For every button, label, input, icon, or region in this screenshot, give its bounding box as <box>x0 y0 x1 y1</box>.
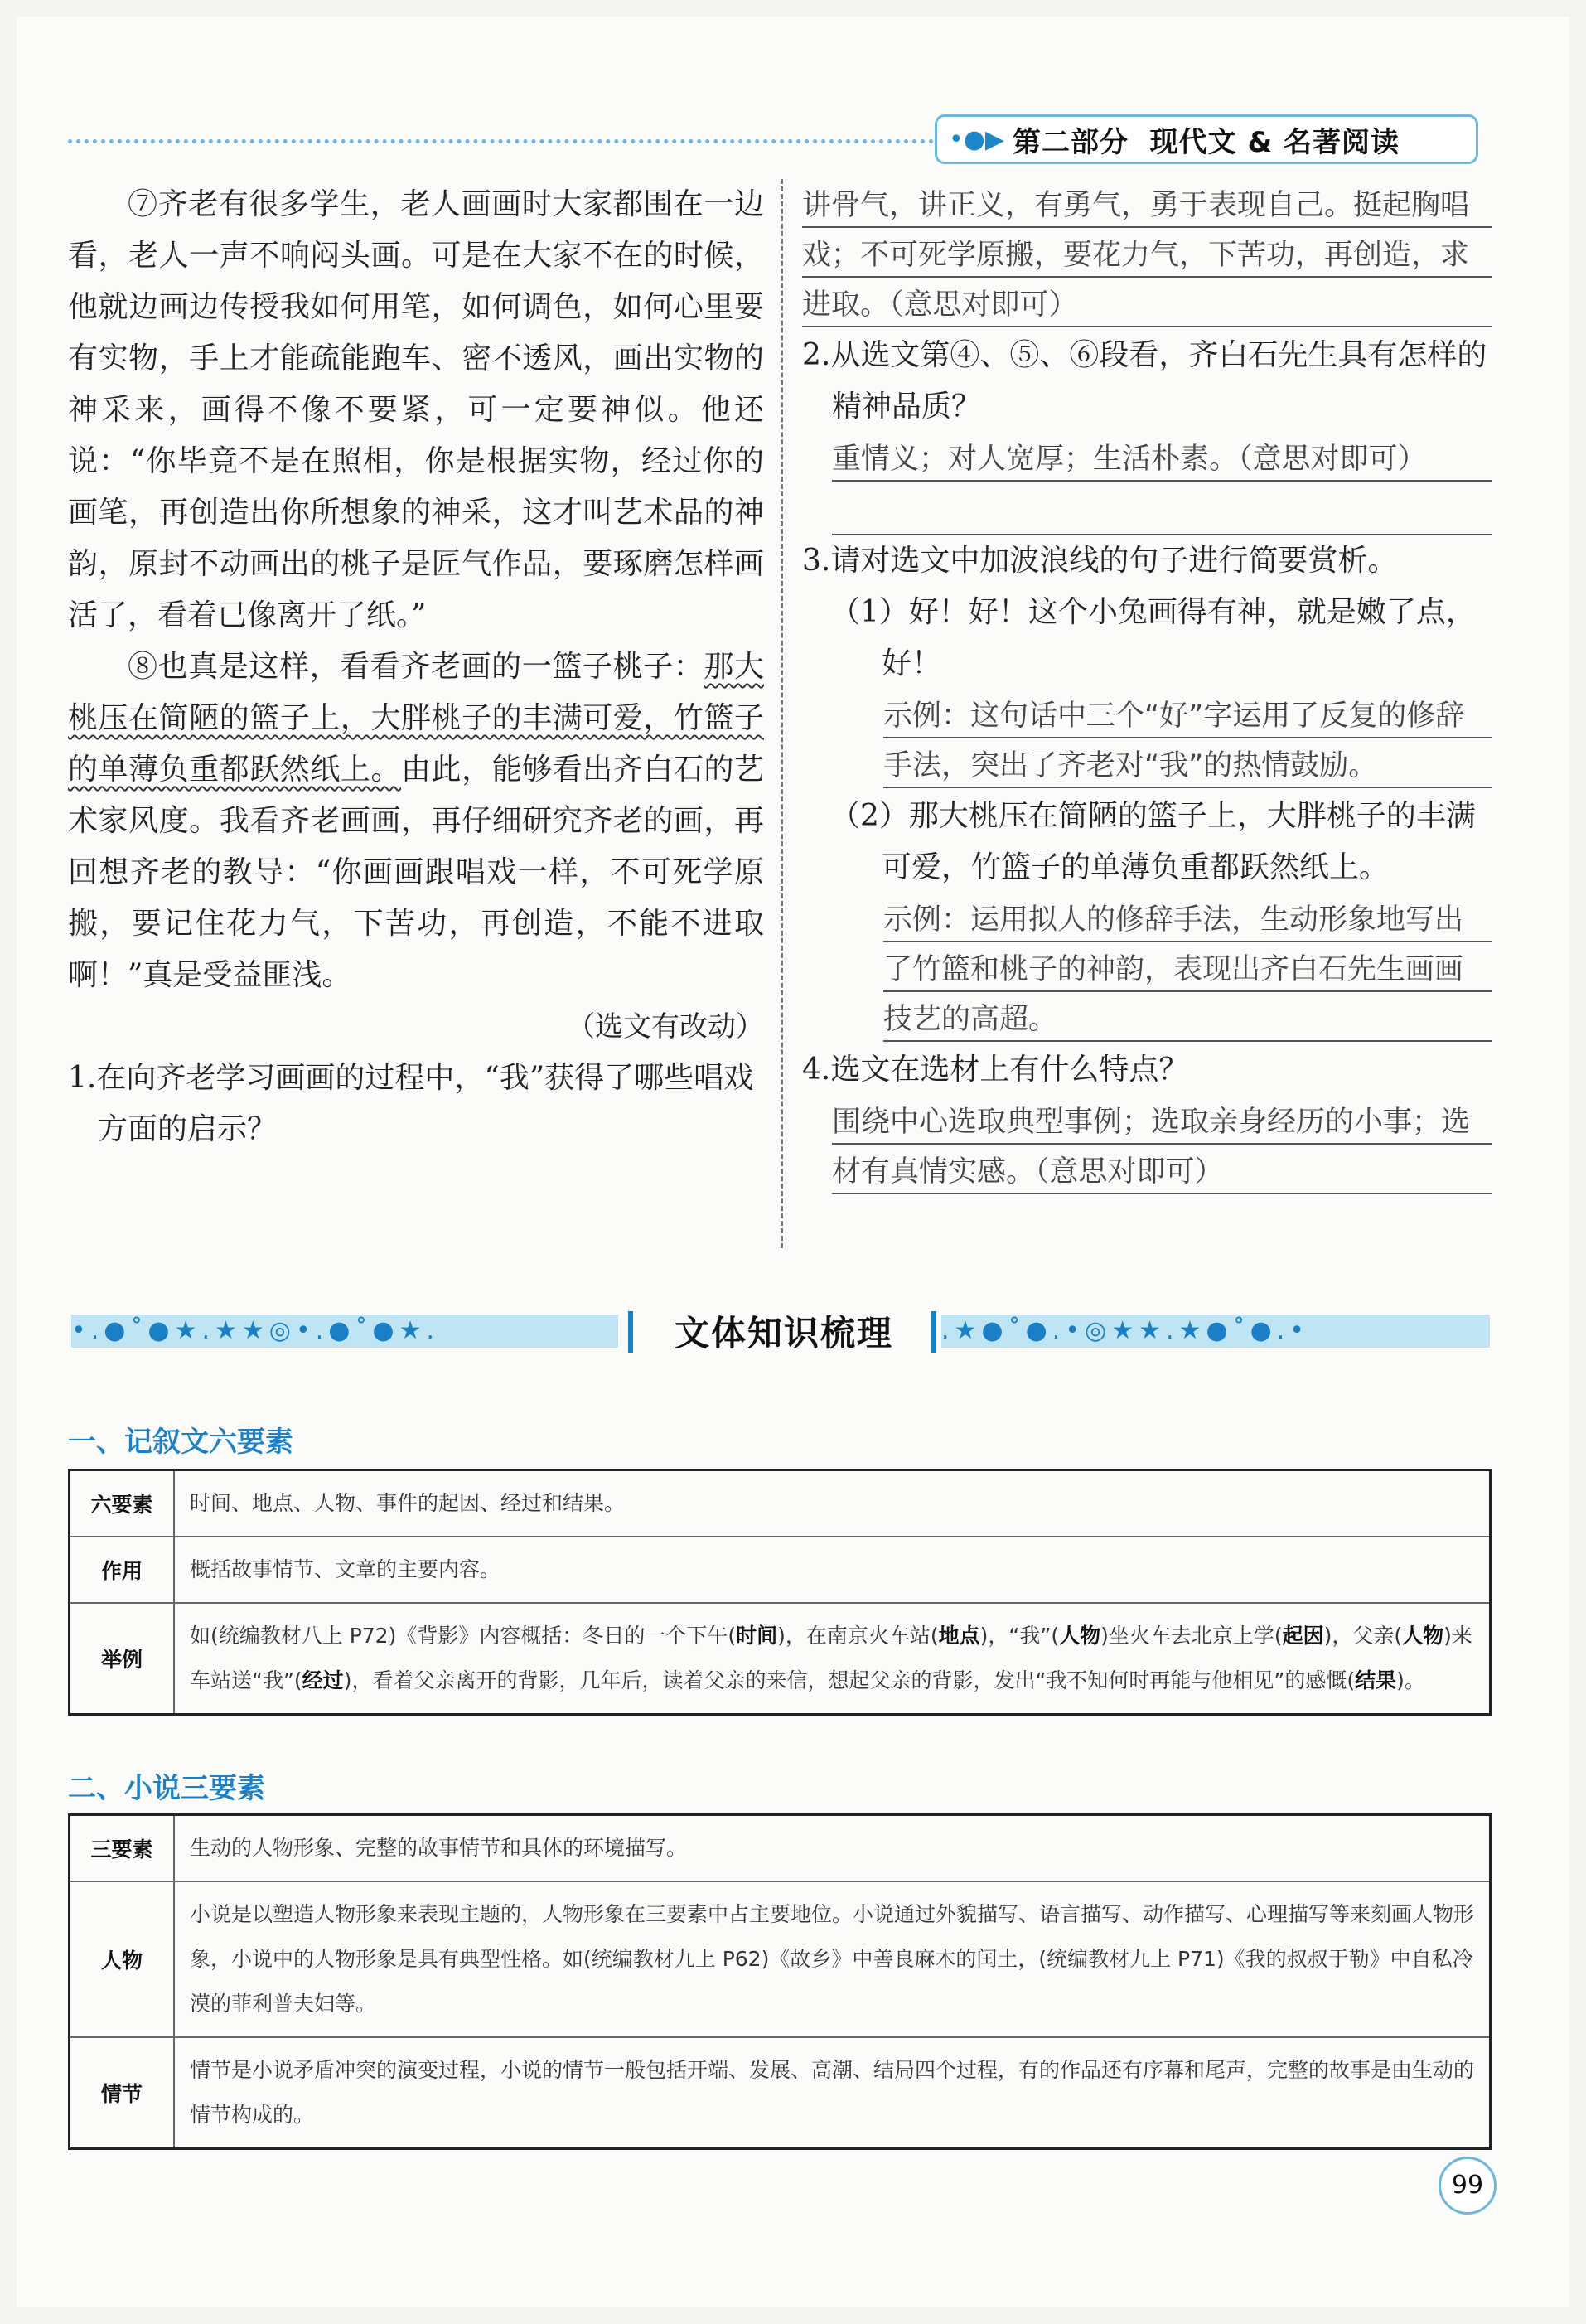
passage-column <box>68 179 764 1155</box>
paragraph-8-end: 由此，能够看出齐白石的艺术家风度。我看齐老画画，再仔细研究齐老的画，再回想齐老的教导：“你画画跟唱戏一样，不可死学原搬，要记住花力气，下苦功，再创造，不能不进取啊！”真是受益匪浅。 <box>68 753 764 992</box>
example-keyword: 时间 <box>736 1624 778 1648</box>
row-value: 时间、地点、人物、事件的起因、经过和结果。 <box>174 1470 1491 1537</box>
example-keyword: 经过 <box>302 1668 344 1692</box>
question-3-1: （1）好！好！这个小兔画得有神，就是嫩了点，好！ <box>830 595 1476 680</box>
example-keyword: 人物 <box>1059 1624 1101 1648</box>
example-segment: )坐火车去北京上学( <box>1100 1624 1283 1648</box>
arrow-icon: •●▶ <box>949 124 1004 154</box>
row-key: 情节 <box>70 2037 175 2149</box>
table-row <box>70 1537 1491 1603</box>
example-segment: 如(统编教材八上 P72)《背影》内容概括：冬日的一个下午( <box>190 1624 737 1648</box>
row-value: 情节是小说矛盾冲突的演变过程，小说的情节一般包括开端、发展、高潮、结局四个过程，有的作品还有序幕和尾声，完整的故事是由生动的情节构成的。 <box>174 2037 1491 2149</box>
table-row <box>70 1881 1491 2037</box>
questions-column <box>802 179 1492 1197</box>
section-banner <box>71 1311 1490 1353</box>
answer-2-blank-line <box>832 484 1492 535</box>
example-segment: )，看着父亲离开的背影，几年后，读着父亲的来信，想起父亲的背影，发出“我不知何时再能与他相见”的感慨( <box>343 1668 1356 1692</box>
row-value: 概括故事情节、文章的主要内容。 <box>174 1537 1491 1603</box>
answer-4: 围绕中心选取典型事例；选取亲身经历的小事；选材有真情实感。（意思对即可） <box>832 1096 1492 1197</box>
example-keyword: 地点 <box>938 1624 980 1648</box>
banner-right-decoration: .★●˚●.•◎★★.★●˚●.• <box>941 1315 1490 1348</box>
paragraph-8 <box>68 642 764 1001</box>
row-key: 三要素 <box>70 1815 175 1882</box>
example-segment: )。 <box>1396 1668 1425 1692</box>
table-2-heading: 二、小说三要素 <box>68 1772 265 1805</box>
example-keyword: 起因 <box>1282 1624 1324 1648</box>
question-2: 2.从选文第④、⑤、⑥段看，齐白石先生具有怎样的精神品质？ <box>802 338 1487 424</box>
row-key: 人物 <box>70 1881 175 2037</box>
answer-3-2: 示例：运用拟人的修辞手法，生动形象地写出了竹篮和桃子的神韵，表现出齐白石先生画画技艺的高超。 <box>883 893 1492 1044</box>
page-number: 99 <box>1439 2157 1497 2215</box>
banner-title: 文体知识梳理 <box>674 1313 893 1353</box>
example-text <box>174 1603 1491 1715</box>
section-label: 第二部分 现代文 & 名著阅读 <box>1012 125 1400 159</box>
banner-bar-left <box>628 1311 633 1353</box>
banner-left-decoration: •.●˚●★.★★◎•.●˚●★. <box>71 1315 618 1348</box>
answer-2: 重情义；对人宽厚；生活朴素。（意思对即可） <box>832 433 1492 484</box>
paragraph-8-start: ⑧也真是这样，看看齐老画的一篮子桃子： <box>128 650 704 684</box>
source-note: （选文有改动） <box>567 1010 764 1043</box>
table-row <box>70 2037 1491 2149</box>
table-row <box>70 1815 1491 1882</box>
example-keyword: 人物 <box>1402 1624 1444 1648</box>
row-value: 小说是以塑造人物形象来表现主题的，人物形象在三要素中占主要地位。小说通过外貌描写、语言描写、动作描写、心理描写等来刻画人物形象，小说中的人物形象是具有典型性格。如(统编教材九上 P62)《故乡》中善良麻木的闰土，(统编教材九上 P71)《我的叔叔于勒》中自私冷漠的菲利普夫妇等。 <box>174 1881 1491 2037</box>
answer-1: 讲骨气，讲正义，有勇气，勇于表现自己。挺起胸唱戏；不可死学原搬，要花力气，下苦功，再创造，求进取。（意思对即可） <box>802 179 1492 330</box>
question-3-2: （2）那大桃压在简陋的篮子上，大胖桃子的丰满可爱，竹篮子的单薄负重都跃然纸上。 <box>830 799 1476 884</box>
narrative-elements-table <box>68 1469 1492 1716</box>
row-key: 举例 <box>70 1603 175 1715</box>
example-keyword: 结果 <box>1355 1668 1397 1692</box>
novel-elements-table <box>68 1813 1492 2150</box>
page <box>17 17 1569 2307</box>
answer-3-1: 示例：这句话中三个“好”字运用了反复的修辞手法，突出了齐老对“我”的热情鼓励。 <box>883 690 1492 791</box>
row-value: 生动的人物形象、完整的故事情节和具体的环境描写。 <box>174 1815 1491 1882</box>
example-segment: )，“我”( <box>979 1624 1060 1648</box>
question-4: 4.选文在选材上有什么特点？ <box>802 1053 1189 1087</box>
question-3: 3.请对选文中加波浪线的句子进行简要赏析。 <box>802 544 1398 578</box>
row-key: 六要素 <box>70 1470 175 1537</box>
question-1: 1.在向齐老学习画画的过程中，“我”获得了哪些唱戏方面的启示？ <box>68 1061 754 1146</box>
example-segment: )，父亲( <box>1323 1624 1403 1648</box>
example-segment: )，在南京火车站( <box>777 1624 939 1648</box>
paragraph-7: ⑦齐老有很多学生，老人画画时大家都围在一边看，老人一声不响闷头画。可是在大家不在的时候，他就边画边传授我如何用笔，如何调色，如何心里要有实物，手上才能疏能跑车、密不透风，画出实物的神采来，画得不像不要紧，可一定要神似。他还说：“你毕竟不是在照相，你是根据实物，经过你的画笔，再创造出你所想象的神采，这才叫艺术品的神韵，原封不动画出的桃子是匠气作品，要琢磨怎样画活了，看着已像离开了纸。” <box>68 187 764 632</box>
example-segment: )来车站送“我”( <box>190 1624 1472 1692</box>
header-dotted-rule <box>68 139 942 143</box>
row-key: 作用 <box>70 1537 175 1603</box>
column-divider <box>781 179 783 1248</box>
wavy-underlined-sentence: 那大桃压在简陋的篮子上，大胖桃子的丰满可爱，竹篮子的单薄负重都跃然纸上。 <box>68 650 764 787</box>
table-1-heading: 一、记叙文六要素 <box>68 1426 293 1459</box>
table-row <box>70 1603 1491 1715</box>
section-badge <box>935 114 1478 164</box>
table-row <box>70 1470 1491 1537</box>
banner-bar-right <box>931 1311 936 1353</box>
